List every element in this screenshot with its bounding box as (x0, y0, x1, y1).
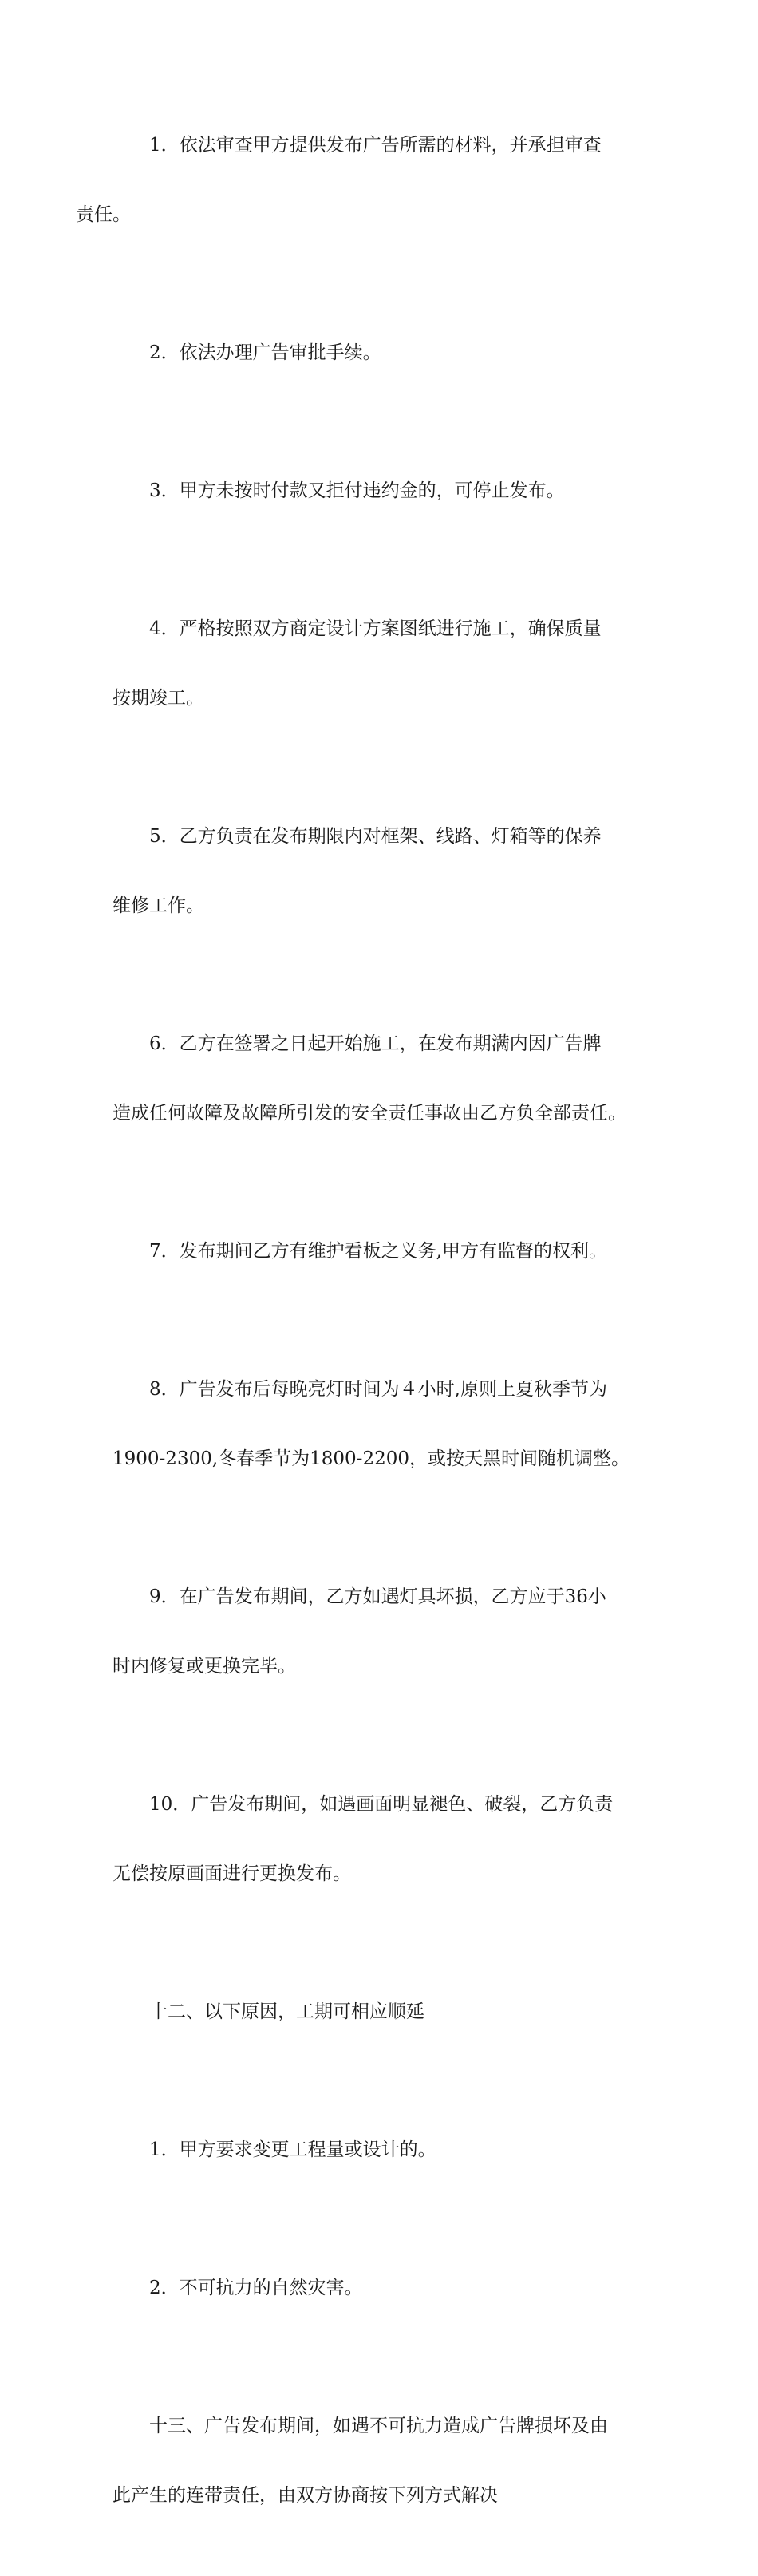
clause-line: 8．广告发布后每晚亮灯时间为４小时,原则上夏秋季节为 (149, 1379, 607, 1400)
clause-line: 无偿按原画面进行更换发布。 (113, 1863, 351, 1884)
clause-6-safety-liability (113, 986, 671, 1171)
section-12-item-1 (113, 2092, 671, 2208)
clause-line: 1900-2300,冬春季节为1800-2200，或按天黑时间随机调整。 (113, 1448, 630, 1469)
clause-8-lighting-hours (113, 1332, 671, 1517)
clause-line: 责任。 (76, 204, 131, 225)
clause-5-maintenance (113, 779, 671, 964)
section-heading-line: 此产生的连带责任，由双方协商按下列方式解决 (113, 2485, 498, 2506)
section-13-heading (113, 2369, 671, 2554)
clause-line: 2．依法办理广告审批手续。 (149, 342, 381, 363)
clause-line: 10．广告发布期间，如遇画面明显褪色、破裂，乙方负责 (149, 1794, 614, 1815)
clause-line: 1．甲方要求变更工程量或设计的。 (149, 2139, 436, 2160)
clause-1-review-materials (76, 88, 671, 273)
clause-9-lamp-repair (113, 1539, 671, 1725)
section-heading-line: 十二、以下原因，工期可相应顺延 (149, 2001, 424, 2022)
section-12-item-2 (113, 2230, 671, 2346)
clause-line: 造成任何故障及故障所引发的安全责任事故由乙方负全部责任。 (113, 1103, 626, 1124)
clause-line: 6．乙方在签署之日起开始施工，在发布期满内因广告牌 (149, 1033, 602, 1054)
clause-line: 1．依法审查甲方提供发布广告所需的材料，并承担审查 (149, 135, 602, 156)
clause-line: 3．甲方未按时付款又拒付违约金的，可停止发布。 (149, 480, 565, 501)
document-body (76, 88, 671, 2576)
clause-line: 时内修复或更换完毕。 (113, 1656, 296, 1677)
clause-4-construction (113, 571, 671, 757)
clause-2-approval (113, 295, 671, 411)
clause-line: 5．乙方负责在发布期限内对框架、线路、灯箱等的保养 (149, 826, 602, 847)
section-12-heading (113, 1954, 671, 2070)
clause-line: 2．不可抗力的自然灾害。 (149, 2278, 363, 2298)
section-heading-line: 十三、广告发布期间，如遇不可抗力造成广告牌损坏及由 (149, 2416, 608, 2436)
clause-10-image-replacement (113, 1747, 671, 1932)
clause-line: 7．发布期间乙方有维护看板之义务,甲方有监督的权利。 (149, 1241, 607, 1262)
clause-line: 4．严格按照双方商定设计方案图纸进行施工，确保质量 (149, 618, 602, 639)
clause-3-stop-publishing (113, 433, 671, 549)
clause-7-supervision (113, 1194, 671, 1310)
clause-line: 按期竣工。 (113, 688, 204, 709)
clause-line: 9．在广告发布期间，乙方如遇灯具坏损，乙方应于36小 (149, 1586, 606, 1607)
clause-line: 维修工作。 (113, 895, 204, 916)
